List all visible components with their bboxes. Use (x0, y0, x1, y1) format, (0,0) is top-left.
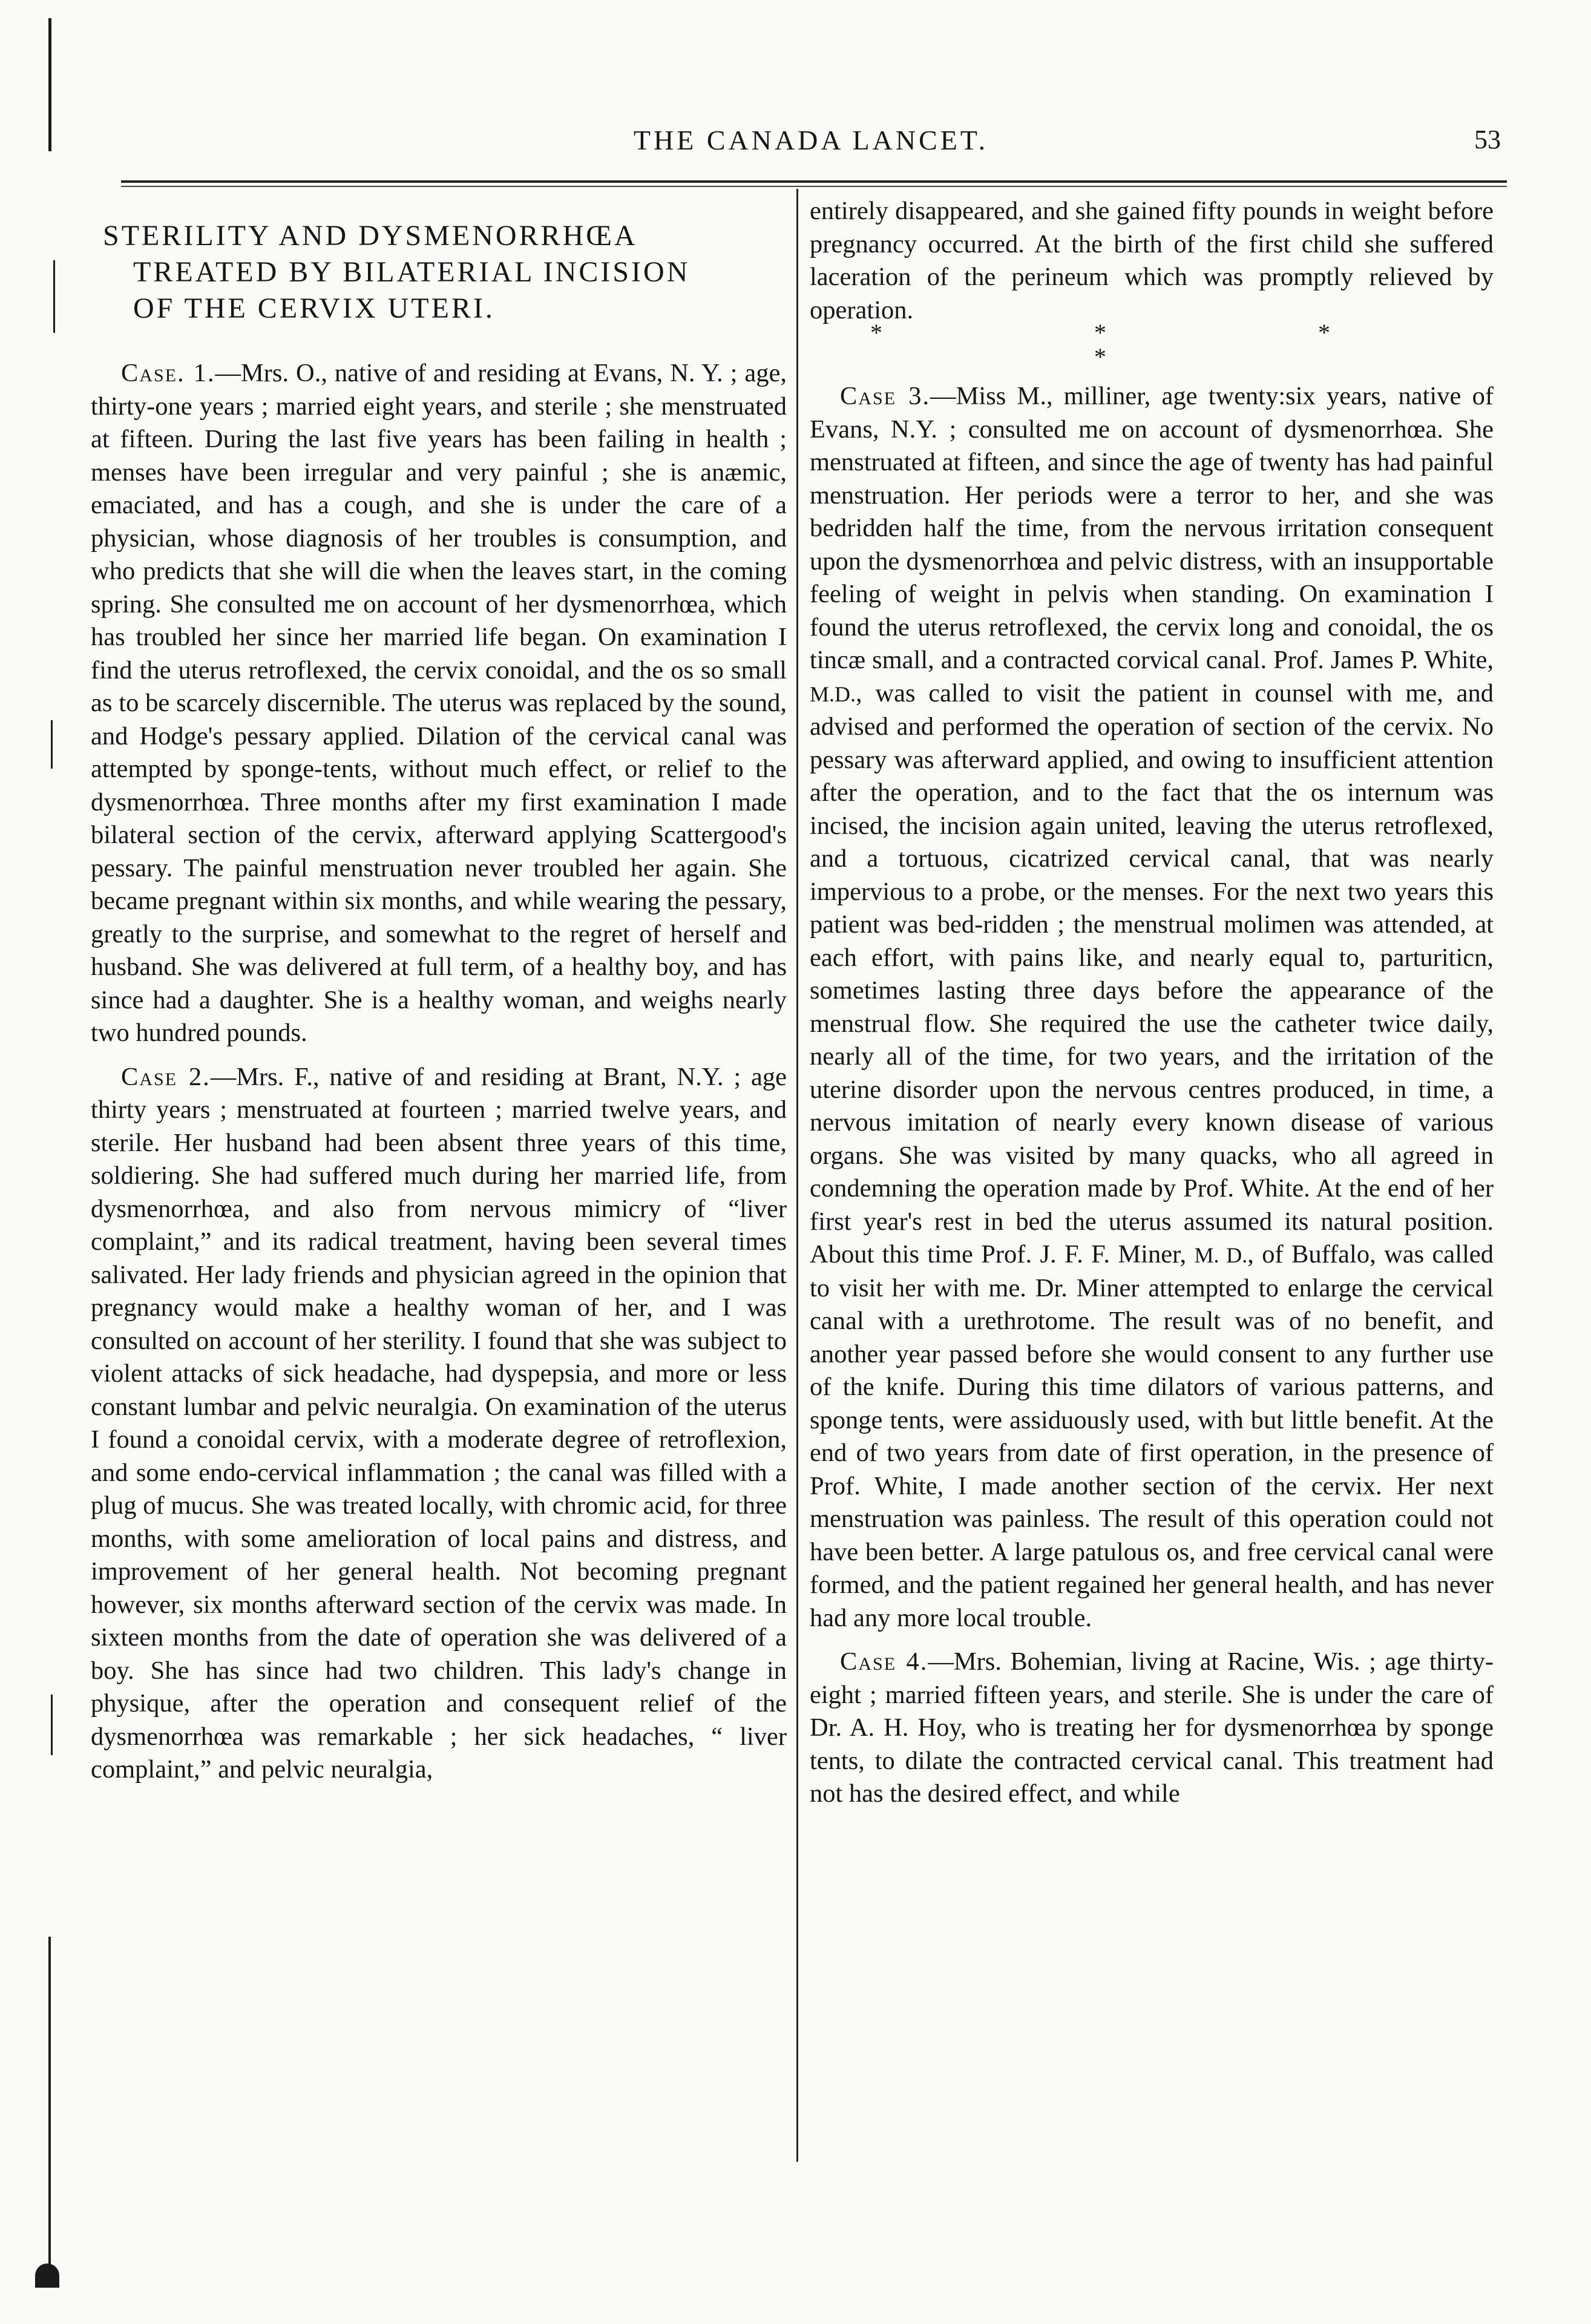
case-label: Case. 1. (121, 359, 215, 387)
case-text: —Mrs. O., native of and residing at Evans, N. Y. ; age, thirty-one years ; married eight years, and sterile ; she menstruated at fifteen. During the last five years has been failing in health ; menses have been irregular and very painful ; she is anæmic, emaciated, and has a cough, and she is under the care of a physician, whose diagnosis of her troubles is consumption, and who predicts that she will die when the leaves start, in the coming spring. She consulted me on account of her dysmenorrhœa, which has troubled her since her married life began. On examination I find the uterus retroflexed, the cervix conoidal, and the os so small as to be scarcely discernible. The uterus was replaced by the sound, and Hodge's pessary applied. Dilation of the cervical canal was attempted by sponge-tents, without much effect, or relief to the dysmenorrhœa. Three months after my first examination I made bilateral section of the cervix, afterward applying Scattergood's pessary. The painful menstruation never troubled her again. She became pregnant within six months, and while wearing the pessary, greatly to the surprise, and somewhat to the regret of herself and husband. She was delivered at full term, of a healthy boy, and has since had a daughter. She is a healthy woman, and weighs nearly two hundred pounds. (91, 359, 787, 1047)
case-3-paragraph (810, 380, 1494, 1635)
case-text: , was called to visit the patient in counsel with me, and advised and performed the operation of section of the cervix. No pessary was afterward applied, and owing to insufficient attention after the operation, and to the fact that the os internum was incised, the incision again united, leaving the uterus retroflexed, and a tortuous, cicatrized cervical canal, that was nearly impervious to a probe, or the menses. For the next two years this patient was bed-ridden ; the menstrual molimen was attended, at each effort, with pains like, and nearly equal to, parturiticn, sometimes lasting three days before the appearance of the menstrual flow. She required the use the catheter twice daily, nearly all of the time, for two years, and the irritation of the uterine disorder upon the nervous centres produced, in time, a nervous imitation of nearly every known disease of various organs. She was visited by many quacks, who all agreed in condemning the operation made by Prof. White. At the end of her first year's rest in bed the uterus assumed its natural position. About this time Prof. J. F. F. Miner, (810, 678, 1494, 1269)
case-4-paragraph (810, 1646, 1494, 1811)
case-2-continued: entirely disappeared, and she gained fifty pounds in weight before pregnancy occurred. At the birth of the first child she suffered laceration of the perineum which was promptly relieved by operation. (810, 197, 1494, 324)
page-number: 53 (1474, 125, 1501, 154)
margin-mark (48, 18, 51, 151)
header-rule (121, 180, 1507, 183)
case-text: , of Buffalo, was called to visit her with me. Dr. Miner attempted to enlarge the cervical canal with a urethrotome. The result was of no benefit, and another year passed before she would consent to any further use of the knife. During this time dilators of various patterns, and sponge tents, were assiduously used, with but little benefit. At the end of two years from date of first operation, in the presence of Prof. White, I made another section of the cervix. Her next menstruation was painless. The result of this operation could not have been better. A large patulous os, and free cervical canal were formed, and the patient regained her general health, and has never had any more local trouble. (810, 1240, 1494, 1632)
heading-line: TREATED BY BILATERIAL INCISION (133, 256, 691, 288)
case-2-paragraph (91, 1061, 787, 1787)
column-divider (796, 189, 798, 2162)
case-text: —Mrs. Bohemian, living at Racine, Wis. ; age thirty-eight ; married fifteen years, and sterile. She is under the care of Dr. A. H. Hoy, who is treating her for dysmenorrhœa by sponge tents, to dilate the contracted cervical canal. This treatment had not has the desired effect, and while (810, 1647, 1494, 1808)
heading-line: OF THE CERVIX UTERI. (133, 292, 495, 324)
margin-mark (51, 1695, 53, 1755)
case-label: Case 2. (121, 1062, 211, 1091)
degree-abbrev: M.D. (810, 681, 856, 706)
case-label: Case 3. (840, 382, 931, 410)
margin-mark (35, 2263, 59, 2288)
article-heading (91, 218, 787, 327)
margin-mark (53, 260, 55, 333)
margin-mark (51, 720, 53, 769)
margin-mark (48, 1937, 51, 2276)
header-rule-thin (121, 186, 1507, 187)
case-label: Case 4. (840, 1647, 928, 1676)
case-1-paragraph (91, 357, 787, 1050)
right-column (810, 195, 1494, 1811)
running-header (121, 124, 1501, 172)
left-column (91, 200, 787, 1787)
case-text: —Mrs. F., native of and residing at Brant, N.Y. ; age thirty years ; menstruated at fourteen ; married twelve years, and sterile. Her husband had been absent three years of this time, soldiering. She had suffered much during her married life, from dysmenorrhœa, and also from nervous mimicry of “liver complaint,” and its radical treatment, having been several times salivated. Her lady friends and physician agreed in the opinion that pregnancy would make a healthy woman of her, and I was consulted on account of her sterility. I found that she was subject to violent attacks of sick headache, had dyspepsia, and more or less constant lumbar and pelvic neuralgia. On examination of the uterus I found a conoidal cervix, with a moderate degree of retroflexion, and some endo-cervical inflammation ; the canal was filled with a plug of mucus. She was treated locally, with chromic acid, for three months, with some amelioration of local pains and distress, and improvement of her general health. Not becoming pregnant however, six months afterward section of the cervix was made. In sixteen months from the date of operation she was delivered of a boy. She has since had two children. This lady's change in physique, after the operation and consequent relief of the dysmenorrhœa was remarkable ; her sick headaches, “ liver complaint,” and pelvic neuralgia, (91, 1062, 787, 1784)
section-break-stars: * * * * (870, 319, 1433, 370)
case-text: —Miss M., milliner, age twenty:six years, native of Evans, N.Y. ; consulted me on account of dysmenorrhœa. She menstruated at fifteen, and since the age of twenty has had painful menstruation. Her periods were a terror to her, and she was bedridden half the time, from the nervous irritation consequent upon the dysmenorrhœa and pelvic distress, with an insupportable feeling of weight in pelvis when standing. On examination I found the uterus retroflexed, the cervix long and conoidal, the os tincæ small, and a contracted corvical canal. Prof. James P. White, (810, 382, 1494, 674)
heading-line: STERILITY AND DYSMENORRHŒA (103, 220, 638, 252)
journal-title: THE CANADA LANCET. (633, 125, 989, 156)
degree-abbrev: M. D. (1194, 1243, 1248, 1267)
